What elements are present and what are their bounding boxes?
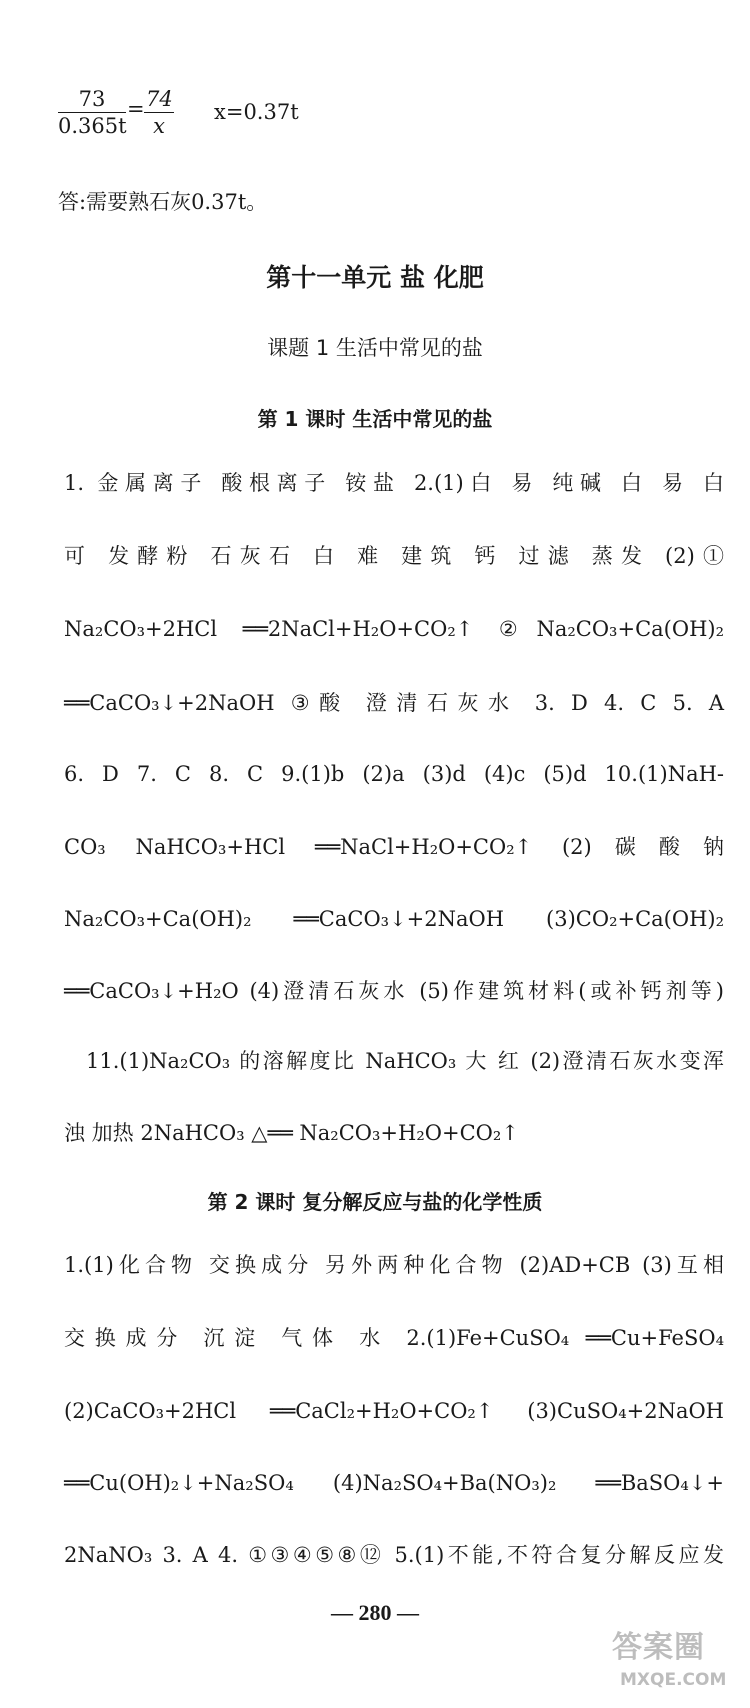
answer-line-l2-3: (2)CaCO₃+2HCl ══CaCl₂+H₂O+CO₂↑ (3)CuSO₄+2NaOH — [64, 1399, 724, 1423]
lesson-1-title: 第 1 课时 生活中常见的盐 — [257, 407, 493, 431]
equals-sign: = — [127, 97, 145, 121]
topic-title: 课题 1 生活中常见的盐 — [267, 336, 483, 360]
fraction-denominator: x — [153, 114, 165, 138]
answer-line-l1-8: ══CaCO₃↓+H₂O (4)澄清石灰水 (5)作建筑材料(或补钙剂等) — [64, 979, 724, 1003]
unit-title: 第十一单元 盐 化肥 — [266, 263, 484, 292]
answer-line-l1-1: 1. 金属离子 酸根离子 铵盐 2.(1)白 易 纯碱 白 易 白 — [64, 471, 724, 495]
watermark-url: MXQE.COM — [620, 1670, 727, 1690]
answer-line-l1-9: 11.(1)Na₂CO₃ 的溶解度比 NaHCO₃ 大 红 (2)澄清石灰水变浑 — [86, 1049, 724, 1073]
fraction-denominator: 0.365t — [58, 114, 127, 138]
watermark-logo: 答案圈 — [612, 1630, 705, 1665]
answer-line-l2-5: 2NaNO₃ 3. A 4. ①③④⑤⑧⑫ 5.(1)不能,不符合复分解反应发 — [64, 1543, 724, 1567]
answer-line-l1-7: Na₂CO₃+Ca(OH)₂ ══CaCO₃↓+2NaOH (3)CO₂+Ca(OH)₂ — [64, 907, 724, 931]
answer-line-l1-5: 6. D 7. C 8. C 9.(1)b (2)a (3)d (4)c (5)d 10.(1)NaH- — [64, 762, 724, 786]
answer-line-l1-2: 可 发酵粉 石灰石 白 难 建筑 钙 过滤 蒸发 (2)① — [64, 544, 724, 568]
answer-line-l1-10: 浊 加热 2NaHCO₃ △══ Na₂CO₃+H₂O+CO₂↑ — [64, 1121, 519, 1145]
calc-result: x=0.37t — [214, 100, 299, 124]
lesson-2-title: 第 2 课时 复分解反应与盐的化学性质 — [207, 1190, 543, 1214]
answer-line-l2-2: 交换成分 沉淀 气体 水 2.(1)Fe+CuSO₄ ══Cu+FeSO₄ — [64, 1326, 724, 1350]
fraction-numerator: 74 — [146, 87, 173, 111]
fraction-73-over-0365t — [58, 86, 126, 139]
fraction-74-over-x — [144, 86, 174, 139]
fraction-numerator: 73 — [58, 86, 126, 113]
watermark — [606, 1618, 738, 1700]
page-number: — 280 — — [331, 1600, 419, 1625]
answer-line-l1-6: CO₃ NaHCO₃+HCl ══NaCl+H₂O+CO₂↑ (2)碳酸钠 — [64, 835, 724, 859]
answer-line-l1-4: ══CaCO₃↓+2NaOH ③酸 澄清石灰水 3. D 4. C 5. A — [64, 691, 724, 715]
answer-line: 答:需要熟石灰0.37t。 — [58, 190, 268, 214]
answer-line-l1-3: Na₂CO₃+2HCl ══2NaCl+H₂O+CO₂↑ ②Na₂CO₃+Ca(OH)₂ — [64, 617, 724, 641]
answer-line-l2-4: ══Cu(OH)₂↓+Na₂SO₄ (4)Na₂SO₄+Ba(NO₃)₂ ══BaSO₄↓+ — [64, 1471, 724, 1495]
answer-line-l2-1: 1.(1)化合物 交换成分 另外两种化合物 (2)AD+CB (3)互相 — [64, 1253, 724, 1277]
